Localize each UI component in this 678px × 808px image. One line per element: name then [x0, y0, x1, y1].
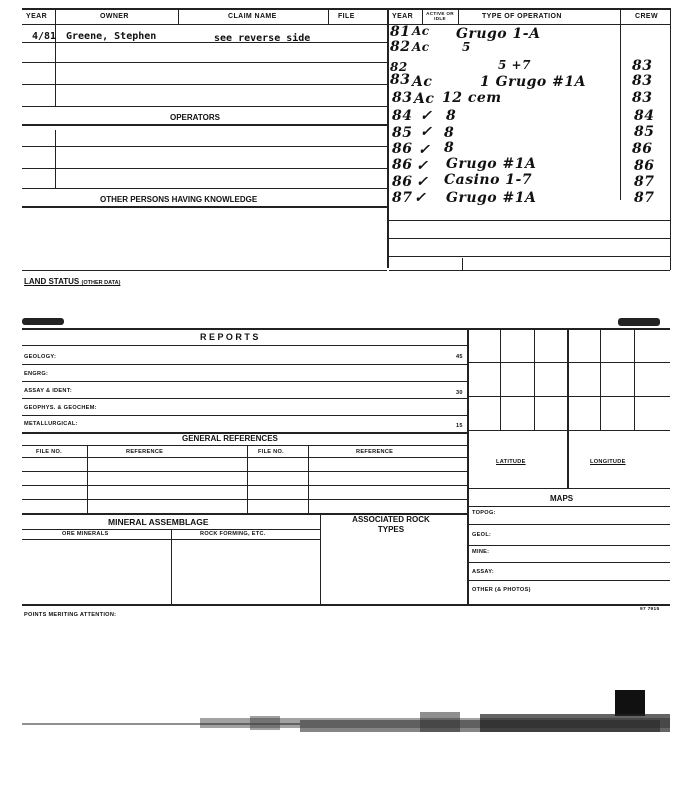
- owner-row-rule: [22, 106, 387, 107]
- reports-rule: [22, 345, 467, 346]
- refs-header-file-no: FILE NO.: [36, 449, 63, 455]
- col-header-year-2: YEAR: [392, 13, 414, 20]
- log-status: Ac: [412, 24, 430, 38]
- log-row-rule: [389, 238, 670, 239]
- coord-grid-line: [534, 328, 535, 430]
- coord-grid-line: [634, 328, 635, 430]
- log-column-edge: [670, 8, 671, 270]
- refs-divider: [87, 445, 88, 513]
- log-status: ✓: [416, 158, 429, 174]
- other-persons-heading: OTHER PERSONS HAVING KNOWLEDGE: [100, 195, 258, 204]
- refs-divider: [247, 445, 248, 513]
- coord-grid-line: [468, 396, 670, 397]
- header-divider: [55, 10, 56, 24]
- coord-grid-line: [600, 328, 601, 430]
- coord-grid-line: [468, 362, 670, 363]
- refs-rule: [22, 457, 467, 458]
- owner-entry-date: 4/81: [32, 31, 57, 42]
- reports-bottom-rule: [22, 604, 670, 606]
- log-crew: 87: [634, 174, 655, 190]
- map-row-other: OTHER (& PHOTOS): [472, 587, 531, 593]
- report-code: 30: [456, 390, 463, 396]
- map-row-assay: ASSAY:: [472, 569, 495, 575]
- report-code: 15: [456, 423, 463, 429]
- log-year: 85: [392, 125, 413, 141]
- reports-right-blot: [618, 318, 660, 326]
- col-header-year: YEAR: [26, 13, 48, 20]
- col-header-claim-name: CLAIM NAME: [228, 13, 277, 20]
- log-crew: 84: [634, 108, 655, 124]
- refs-rule: [22, 445, 467, 446]
- col-header-active-or-idle: ACTIVE OR IDLE: [426, 11, 454, 21]
- scan-noise-band: [0, 710, 678, 750]
- log-row-rule: [389, 256, 670, 257]
- owner-entry-claim: see reverse side: [214, 33, 311, 44]
- col-header-owner: OWNER: [100, 13, 129, 20]
- refs-row-rule: [22, 499, 467, 500]
- log-crew: 86: [632, 141, 653, 157]
- operators-heading: OPERATORS: [170, 113, 220, 122]
- owner-entry-name: Greene, Stephen: [66, 31, 157, 42]
- mineral-divider: [171, 529, 172, 604]
- log-year: 81: [390, 24, 411, 40]
- owner-column-edge: [55, 130, 56, 188]
- log-year: 87: [392, 190, 413, 206]
- log-status: ✓: [418, 142, 431, 158]
- header-divider: [620, 10, 621, 24]
- mineral-assemblage-heading: MINERAL ASSEMBLAGE: [108, 517, 209, 527]
- refs-header-reference-2: REFERENCE: [356, 449, 394, 455]
- log-status: Ac: [412, 40, 430, 54]
- map-row-geol: GEOL:: [472, 532, 492, 538]
- coord-grid-line: [468, 430, 670, 431]
- refs-header-reference: REFERENCE: [126, 449, 164, 455]
- log-operation: 1 Grugo #1A: [480, 74, 586, 90]
- owner-column-edge: [387, 24, 389, 268]
- log-status: ✓: [414, 190, 427, 206]
- header-divider: [458, 10, 459, 24]
- reports-left-blot: [22, 318, 64, 325]
- operators-row-rule: [22, 188, 387, 189]
- land-status-heading: [24, 277, 120, 286]
- land-status-label: LAND STATUS: [24, 277, 80, 286]
- log-status: ✓: [420, 108, 433, 124]
- log-operation: 8: [444, 140, 455, 156]
- header-divider: [178, 10, 179, 24]
- log-status: ✓: [420, 124, 433, 140]
- log-status: Ac: [414, 91, 435, 107]
- mineral-divider: [320, 513, 321, 604]
- log-status: Ac: [412, 74, 433, 90]
- owner-row-rule: [22, 84, 387, 85]
- log-operation: 5: [462, 40, 471, 54]
- report-label-metallurgical: METALLURGICAL:: [24, 421, 78, 427]
- coord-grid-line: [500, 328, 501, 430]
- map-row-rule: [468, 545, 670, 546]
- col-header-type-of-operation: TYPE OF OPERATION: [482, 13, 562, 20]
- log-year: 86: [392, 174, 413, 190]
- log-operation: Grugo #1A: [446, 190, 537, 206]
- owner-row-rule: [22, 62, 387, 63]
- map-row-mine: MINE:: [472, 549, 490, 555]
- log-row-tick: [462, 258, 463, 270]
- col-header-crew: CREW: [635, 13, 658, 20]
- log-column-edge: [620, 24, 621, 200]
- log-operation: Grugo 1-A: [456, 26, 541, 42]
- log-crew: 83: [632, 58, 653, 74]
- header-divider: [387, 10, 389, 24]
- log-operation: 5 +7: [498, 58, 531, 72]
- log-crew: 86: [634, 158, 655, 174]
- log-year: 82: [390, 60, 408, 74]
- log-year: 84: [392, 108, 413, 124]
- log-year: 83: [390, 72, 411, 88]
- log-operation: 8: [444, 125, 455, 141]
- report-row-rule: [22, 415, 467, 416]
- refs-divider: [308, 445, 309, 513]
- reports-heading: R E P O R T S: [200, 332, 259, 342]
- maps-rule: [468, 488, 670, 489]
- longitude-label: LONGITUDE: [590, 459, 626, 465]
- coord-grid-line: [567, 328, 569, 488]
- other-persons-rule: [22, 206, 387, 208]
- form-number: 97 7915: [640, 607, 660, 612]
- col-header-file: FILE: [338, 13, 355, 20]
- log-row-rule: [389, 270, 670, 271]
- land-status-sublabel: (OTHER DATA): [81, 280, 121, 286]
- rock-forming-header: ROCK FORMING, ETC.: [200, 531, 266, 537]
- log-crew: 87: [634, 190, 655, 206]
- log-year: 86: [392, 141, 413, 157]
- report-label-assay: ASSAY & IDENT:: [24, 388, 73, 394]
- map-row-rule: [468, 580, 670, 581]
- refs-header-file-no-2: FILE NO.: [258, 449, 285, 455]
- operators-rule: [22, 124, 387, 126]
- report-row-rule: [22, 381, 467, 382]
- log-operation: 8: [446, 108, 457, 124]
- report-code: 45: [456, 354, 463, 360]
- operators-row-rule: [22, 168, 387, 169]
- operators-row-rule: [22, 146, 387, 147]
- map-row-rule: [468, 524, 670, 525]
- report-label-geology: GEOLOGY:: [24, 354, 57, 360]
- header-divider: [328, 10, 329, 24]
- points-meriting-attention-label: POINTS MERITING ATTENTION:: [24, 612, 117, 618]
- log-operation: Grugo #1A: [446, 156, 537, 172]
- log-status: ✓: [416, 174, 429, 190]
- refs-row-rule: [22, 471, 467, 472]
- log-crew: 83: [632, 90, 653, 106]
- log-year: 86: [392, 157, 413, 173]
- header-top-rule: [22, 8, 670, 10]
- latitude-label: LATITUDE: [496, 459, 526, 465]
- owner-row-rule: [22, 42, 387, 43]
- log-year: 83: [392, 90, 413, 106]
- log-operation: 12 cem: [442, 90, 502, 106]
- report-row-rule: [22, 364, 467, 365]
- land-status-rule: [22, 270, 387, 271]
- associated-rock-types-heading: ASSOCIATED ROCK TYPES: [352, 515, 430, 534]
- report-label-engrg: ENGRG:: [24, 371, 49, 377]
- general-references-heading: GENERAL REFERENCES: [182, 434, 278, 443]
- log-row-rule: [389, 220, 670, 221]
- log-operation: Casino 1-7: [444, 172, 533, 188]
- report-label-geophys: GEOPHYS. & GEOCHEM:: [24, 405, 97, 411]
- log-crew: 83: [632, 73, 653, 89]
- log-year: 82: [390, 39, 411, 55]
- maps-heading: MAPS: [550, 494, 574, 503]
- map-row-rule: [468, 562, 670, 563]
- map-row-topog: TOPOG:: [472, 510, 496, 516]
- header-divider: [422, 10, 423, 24]
- refs-row-rule: [22, 485, 467, 486]
- maps-rule: [468, 506, 670, 507]
- reports-top-rule: [22, 328, 670, 330]
- header-bottom-rule: [22, 24, 670, 25]
- report-row-rule: [22, 398, 467, 399]
- log-crew: 85: [634, 124, 655, 140]
- ore-minerals-header: ORE MINERALS: [62, 531, 109, 537]
